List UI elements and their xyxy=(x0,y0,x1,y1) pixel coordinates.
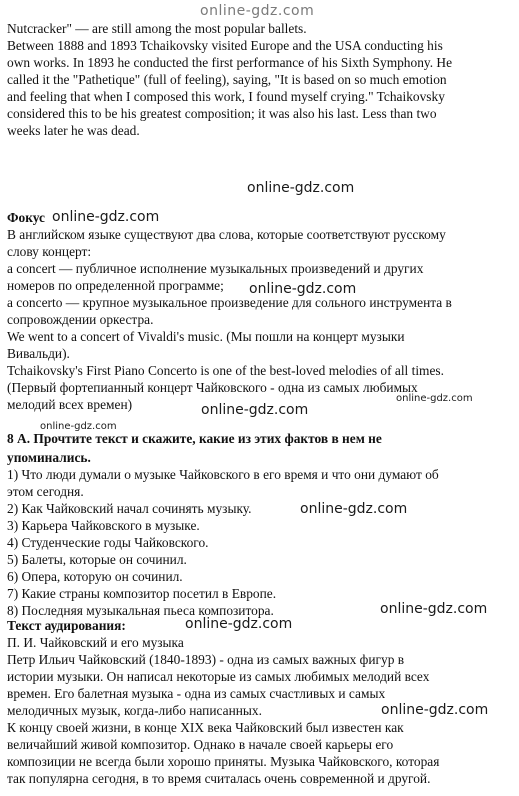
listening-line: так популярна сегодня, в то время считалась очень современной и другой. xyxy=(7,771,431,786)
intro-line: own works. In 1893 he conducted the first performance of his Sixth Symphony. He xyxy=(7,55,453,70)
focus-line: номеров по определенной программе; xyxy=(7,278,224,293)
task-item: этом сегодня. xyxy=(7,484,84,499)
task-section xyxy=(7,430,511,619)
watermark: online-gdz.com xyxy=(249,281,357,297)
task-item: 1) Что люди думали о музыке Чайковского в его время и что они думают об xyxy=(7,467,439,482)
intro-line: Between 1888 and 1893 Tchaikovsky visited Europe and the USA conducting his xyxy=(7,38,443,53)
focus-line: мелодий всех времен) xyxy=(7,397,133,412)
focus-line: We went to a concert of Vivaldi's music. (Мы пошли на концерт музыки xyxy=(7,329,405,344)
watermark: online-gdz.com xyxy=(381,702,489,718)
listening-line: времен. Его балетная музыка - одна из самых счастливых и самых xyxy=(7,686,386,701)
task-heading: 8 А. Прочтите текст и скажите, какие из этих фактов в нем не xyxy=(7,431,382,446)
watermark: online-gdz.com xyxy=(40,421,117,432)
listening-title: П. И. Чайковский и его музыка xyxy=(7,635,184,650)
watermark: online-gdz.com xyxy=(185,616,293,632)
intro-line: and feeling that when I composed this work, I found myself crying." Tchaikovsky xyxy=(7,89,445,104)
focus-line: В английском языке существуют два слова, которые соответствуют русскому xyxy=(7,227,446,242)
task-item: 3) Карьера Чайковского в музыке. xyxy=(7,518,200,533)
listening-line: К концу своей жизни, в конце XIX века Чайковский был известен как xyxy=(7,720,404,735)
intro-line: considered this to be his greatest composition; it was also his last. Less than two xyxy=(7,106,437,121)
intro-line: Nutcracker" — are still among the most popular ballets. xyxy=(7,21,307,36)
listening-heading: Текст аудирования: xyxy=(7,618,126,633)
focus-line: слову концерт: xyxy=(7,244,92,259)
watermark: online-gdz.com xyxy=(300,501,408,517)
focus-line: Вивальди). xyxy=(7,346,70,361)
watermark: online-gdz.com xyxy=(200,3,315,19)
listening-line: истории музыки. Он написал некоторые из самых любимых мелодий всех xyxy=(7,669,430,684)
task-item: 5) Балеты, которые он сочинил. xyxy=(7,552,187,567)
focus-section xyxy=(7,209,511,413)
focus-line: (Первый фортепианный концерт Чайковского - одна из самых любимых xyxy=(7,380,418,395)
intro-line: called it the "Pathetique" (full of feeling), saying, "It is based on so much emotion xyxy=(7,72,447,87)
watermark: online-gdz.com xyxy=(247,180,355,196)
watermark: online-gdz.com xyxy=(396,393,473,404)
watermark: online-gdz.com xyxy=(380,601,488,617)
focus-heading: Фокус xyxy=(7,210,45,225)
task-item: 7) Какие страны композитор посетил в Европе. xyxy=(7,586,277,601)
task-item: 4) Студенческие годы Чайковского. xyxy=(7,535,209,550)
task-item: 8) Последняя музыкальная пьеса композитора. xyxy=(7,603,274,618)
task-item: 2) Как Чайковский начал сочинять музыку. xyxy=(7,501,252,516)
focus-line: a concerto — крупное музыкальное произведение для сольного инструмента в xyxy=(7,295,452,310)
listening-line: композиции не всегда были хорошо приняты. Музыка Чайковского, которая xyxy=(7,754,440,769)
focus-line: a concert — публичное исполнение музыкальных произведений и других xyxy=(7,261,424,276)
watermark: online-gdz.com xyxy=(201,402,309,418)
listening-line: величайший живой композитор. Однако в начале своей карьеры его xyxy=(7,737,394,752)
focus-line: Tchaikovsky's First Piano Concerto is one of the best-loved melodies of all times. xyxy=(7,363,444,378)
task-item: 6) Опера, которую он сочинил. xyxy=(7,569,183,584)
focus-line: сопровождении оркестра. xyxy=(7,312,154,327)
listening-line: мелодичных музык, когда-либо написанных. xyxy=(7,703,262,718)
watermark: online-gdz.com xyxy=(52,209,160,225)
task-heading: упоминались. xyxy=(7,450,91,465)
listening-line: Петр Ильич Чайковский (1840-1893) - одна из самых важных фигур в xyxy=(7,652,405,667)
intro-line: weeks later he was dead. xyxy=(7,123,140,138)
intro-paragraph xyxy=(7,20,511,139)
